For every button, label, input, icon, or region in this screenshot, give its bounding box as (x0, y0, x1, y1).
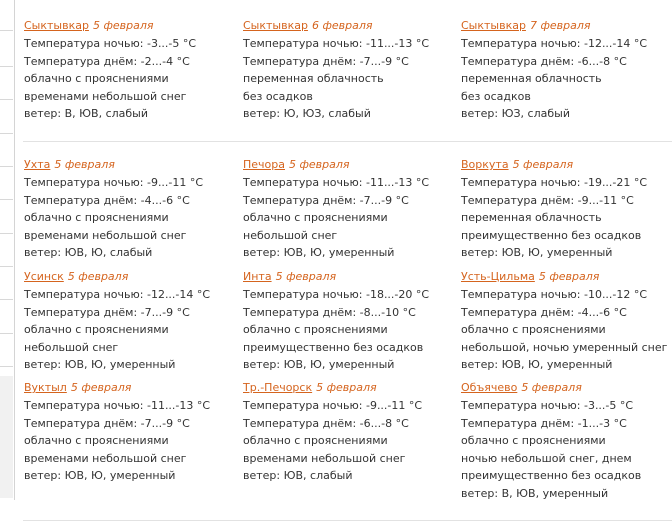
forecast-date: 5 февраля (70, 381, 132, 394)
sidebar-divider (0, 166, 13, 167)
sidebar-divider (0, 99, 13, 100)
wind-info: ветер: ЮВ, Ю, умеренный (24, 469, 176, 482)
section-divider (23, 141, 672, 142)
sidebar-divider (0, 233, 13, 234)
forecast-card (243, 157, 448, 262)
conditions-line: переменная облачность (243, 72, 384, 85)
day-temperature: Температура днём: -7...-9 °C (24, 416, 190, 430)
sidebar-divider (0, 66, 13, 67)
wind-info: ветер: ЮВ, Ю, умеренный (461, 358, 613, 371)
forecast-date: 5 февраля (67, 270, 129, 283)
day-temperature: Температура днём: -6...-8 °C (243, 416, 409, 430)
forecast-date: 5 февраля (92, 19, 154, 32)
sidebar-divider (0, 133, 13, 134)
city-link[interactable]: Вуктыл (24, 381, 67, 394)
forecast-card (461, 157, 666, 262)
city-link[interactable]: Воркута (461, 158, 509, 171)
city-link[interactable]: Печора (243, 158, 285, 171)
conditions-line: ночью небольшой снег, днем (461, 451, 632, 465)
city-link[interactable]: Сыктывкар (24, 19, 89, 32)
conditions-line: преимущественно без осадков (461, 469, 642, 482)
day-temperature: Температура днём: -9...-11 °C (461, 193, 634, 207)
wind-info: ветер: ЮЗ, слабый (461, 107, 570, 120)
night-temperature: Температура ночью: -11...-13 °C (243, 37, 430, 50)
forecast-card (24, 380, 229, 485)
conditions-line: облачно с прояснениями (243, 434, 388, 447)
city-link[interactable]: Объячево (461, 381, 518, 394)
city-link[interactable]: Тр.-Печорск (243, 381, 313, 394)
city-link[interactable]: Ухта (24, 158, 51, 171)
night-temperature: Температура ночью: -9...-11 °C (243, 399, 423, 412)
night-temperature: Температура ночью: -18...-20 °C (243, 288, 430, 301)
day-temperature: Температура днём: -1...-3 °C (461, 416, 627, 430)
conditions-line: преимущественно без осадков (243, 340, 424, 354)
forecast-date: 5 февраля (512, 158, 574, 171)
sidebar-divider (0, 266, 13, 267)
city-link[interactable]: Инта (243, 270, 272, 283)
forecast-date: 5 февраля (521, 381, 582, 394)
conditions-line: временами небольшой снег (24, 451, 187, 465)
conditions-line: облачно с прояснениями (243, 323, 388, 336)
conditions-line: небольшой снег (24, 340, 119, 354)
city-link[interactable]: Усть-Цильма (461, 270, 535, 283)
day-temperature: Температура днём: -8...-10 °C (243, 305, 416, 319)
conditions-line: без осадков (243, 89, 313, 103)
night-temperature: Температура ночью: -12...-14 °C (24, 288, 211, 301)
section-divider (23, 520, 672, 521)
forecast-date: 5 февраля (275, 270, 337, 283)
wind-info: ветер: В, ЮВ, слабый (24, 107, 149, 120)
sidebar-shaded-area (0, 376, 13, 498)
forecast-date: 7 февраля (529, 19, 591, 32)
sidebar-divider (0, 299, 13, 300)
day-temperature: Температура днём: -2...-4 °C (24, 54, 190, 68)
conditions-line: небольшой, ночью умеренный снег (461, 340, 668, 354)
forecast-date: 5 февраля (54, 158, 115, 171)
sidebar-divider (0, 333, 13, 334)
forecast-date: 6 февраля (311, 19, 373, 32)
conditions-line: облачно с прояснениями (24, 434, 169, 447)
conditions-line: преимущественно без осадков (461, 228, 642, 242)
day-temperature: Температура днём: -4...-6 °C (24, 193, 190, 207)
forecast-date: 5 февраля (316, 381, 377, 394)
left-sidebar-edge (0, 0, 15, 500)
conditions-line: облачно с прояснениями (24, 211, 169, 224)
night-temperature: Температура ночью: -3...-5 °C (24, 37, 197, 50)
day-temperature: Температура днём: -7...-9 °C (24, 305, 190, 319)
night-temperature: Температура ночью: -12...-14 °C (461, 37, 648, 50)
sidebar-divider (0, 199, 13, 200)
day-temperature: Температура днём: -6...-8 °C (461, 54, 627, 68)
night-temperature: Температура ночью: -10...-12 °C (461, 288, 648, 301)
forecast-date: 5 февраля (538, 270, 600, 283)
forecast-card (243, 18, 448, 123)
wind-info: ветер: ЮВ, Ю, умеренный (24, 358, 176, 371)
day-temperature: Температура днём: -4...-6 °C (461, 305, 627, 319)
night-temperature: Температура ночью: -9...-11 °C (24, 176, 204, 189)
forecast-date: 5 февраля (289, 158, 350, 171)
sidebar-divider (0, 366, 13, 367)
conditions-line: переменная облачность (461, 72, 602, 85)
conditions-line: облачно с прояснениями (24, 72, 169, 85)
forecast-card (24, 269, 229, 374)
night-temperature: Температура ночью: -3...-5 °C (461, 399, 634, 412)
conditions-line: временами небольшой снег (243, 451, 406, 465)
city-link[interactable]: Усинск (24, 270, 64, 283)
city-link[interactable]: Сыктывкар (243, 19, 308, 32)
conditions-line: временами небольшой снег (24, 228, 187, 242)
conditions-line: облачно с прояснениями (243, 211, 388, 224)
forecast-card (461, 380, 666, 502)
forecast-card (24, 157, 229, 262)
night-temperature: Температура ночью: -19...-21 °C (461, 176, 648, 189)
forecast-card (243, 380, 448, 485)
night-temperature: Температура ночью: -11...-13 °C (243, 176, 430, 189)
forecast-card (24, 18, 229, 123)
conditions-line: без осадков (461, 89, 531, 103)
day-temperature: Температура днём: -7...-9 °C (243, 54, 409, 68)
conditions-line: облачно с прояснениями (24, 323, 169, 336)
wind-info: ветер: В, ЮВ, умеренный (461, 486, 609, 500)
wind-info: ветер: ЮВ, Ю, умеренный (243, 246, 395, 259)
conditions-line: небольшой снег (243, 228, 338, 242)
conditions-line: переменная облачность (461, 211, 602, 224)
forecast-card (461, 269, 666, 374)
wind-info: ветер: Ю, ЮЗ, слабый (243, 107, 371, 120)
forecast-card (461, 18, 666, 123)
conditions-line: временами небольшой снег (24, 89, 187, 103)
wind-info: ветер: ЮВ, слабый (243, 469, 353, 482)
conditions-line: облачно с прояснениями (461, 434, 606, 447)
wind-info: ветер: ЮВ, Ю, умеренный (461, 246, 613, 259)
night-temperature: Температура ночью: -11...-13 °C (24, 399, 211, 412)
day-temperature: Температура днём: -7...-9 °C (243, 193, 409, 207)
sidebar-divider (0, 30, 13, 31)
forecast-card (243, 269, 448, 374)
city-link[interactable]: Сыктывкар (461, 19, 526, 32)
wind-info: ветер: ЮВ, Ю, слабый (24, 246, 153, 259)
conditions-line: облачно с прояснениями (461, 323, 606, 336)
wind-info: ветер: ЮВ, Ю, умеренный (243, 358, 395, 371)
